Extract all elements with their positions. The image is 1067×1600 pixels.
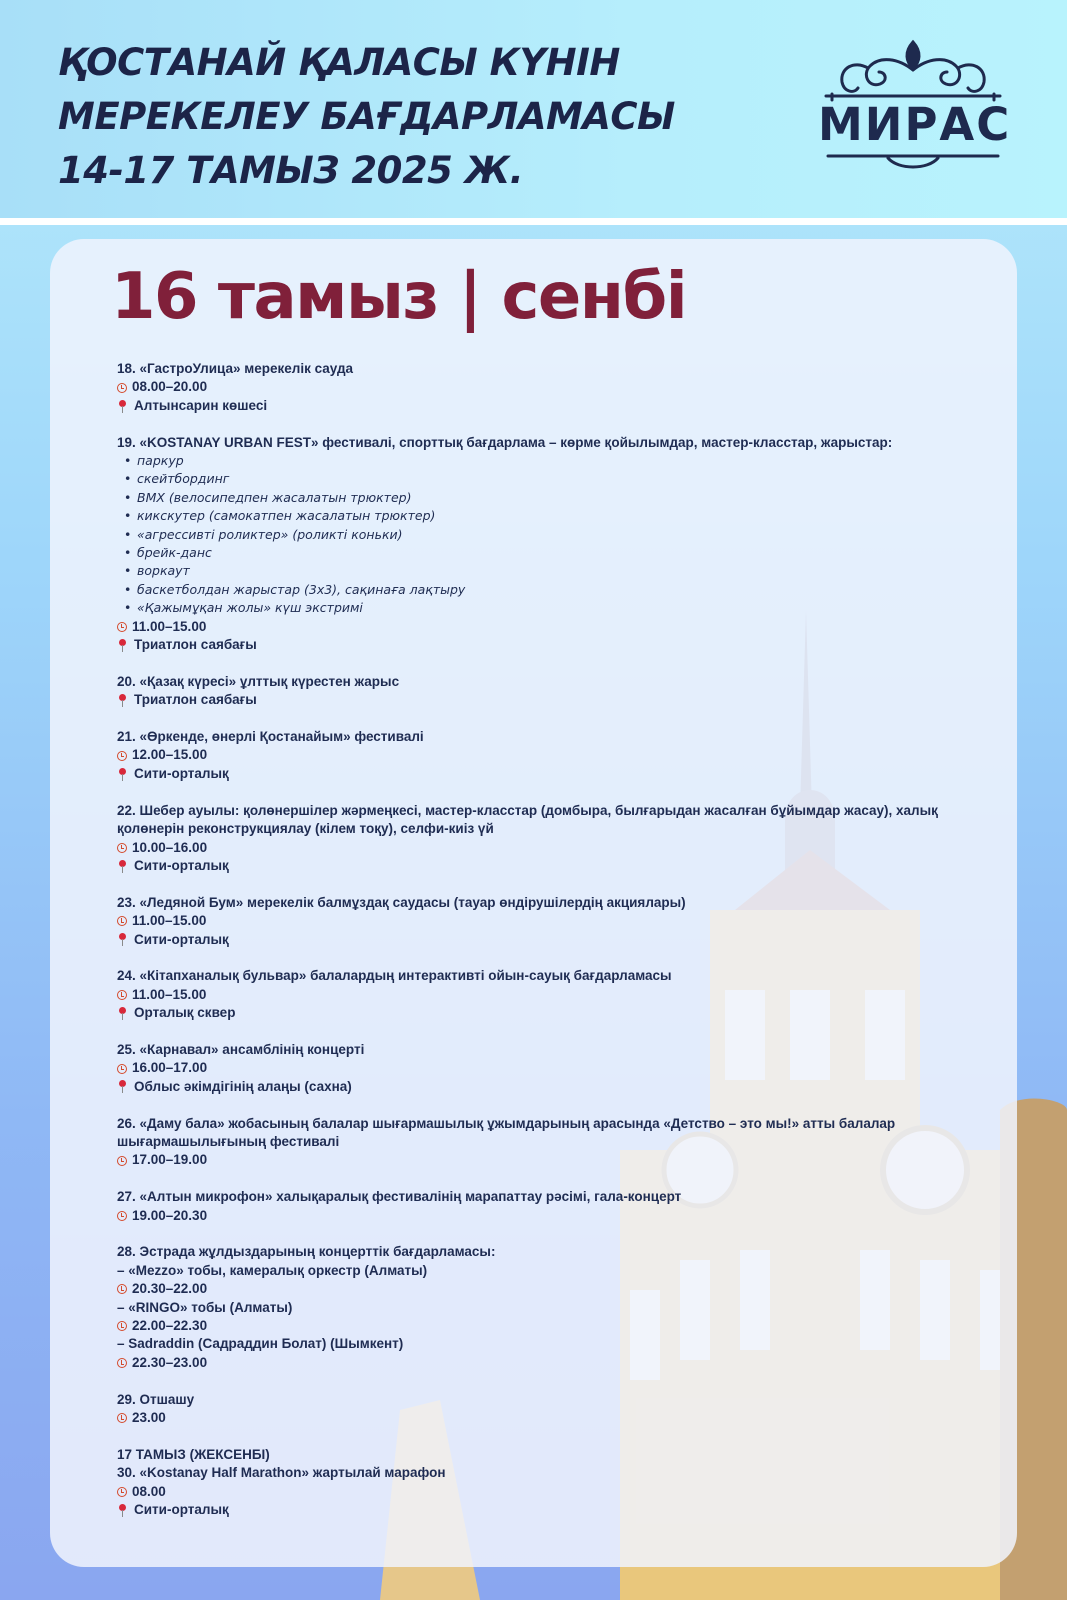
event-time: 22.00–22.30 (117, 1317, 947, 1335)
location-pin-icon (119, 694, 125, 707)
clock-icon (117, 1487, 127, 1497)
event-time: 17.00–19.00 (117, 1151, 947, 1169)
location-pin-icon (119, 400, 125, 413)
event-title: 21. «Өркенде, өнерлі Қостанайым» фестивалі (117, 729, 424, 745)
event-time: 11.00–15.00 (117, 618, 947, 636)
activity-list (117, 452, 947, 618)
event-time: 19.00–20.30 (117, 1207, 947, 1225)
day-title: 16 тамыз | сенбі (111, 260, 687, 334)
event-place: Орталық сквер (117, 1004, 947, 1022)
event-time: 10.00–16.00 (117, 839, 947, 857)
event-title: 20. «Қазақ күресі» ұлттық күрестен жарыс (117, 673, 400, 689)
event-title: 23. «Ледяной Бум» мерекелік балмұздақ саудасы (тауар өндірушілердің акциялары) (117, 894, 686, 910)
clock-icon (117, 1064, 127, 1074)
clock-icon (117, 622, 127, 632)
event-title: 29. Отшашу (117, 1391, 195, 1407)
clock-icon (117, 843, 127, 853)
clock-icon (117, 383, 127, 393)
event-title: 22. Шебер ауылы: қолөнершілер жәрмеңкесі, мастер-класстар (домбыра, былғарыдан жасалған бұйымдар жасау), халық қолөнерін реконструкциялау (кілем тоқу), селфи-киіз үй (117, 802, 938, 837)
miras-logo (818, 38, 1012, 174)
location-pin-icon (119, 768, 125, 781)
event-title: 24. «Кітапханалық бульвар» балалардың интерактивті ойын-сауық бағдарламасы (117, 968, 672, 984)
event-item (117, 360, 947, 415)
event-title: 26. «Даму бала» жобасының балалар шығармашылық ұжымдарының арасында «Детство – это мы!» атты балалар шығармашылығының фестивалі (117, 1115, 896, 1149)
logo-text: МИРАС (818, 98, 1012, 151)
event-item (117, 1243, 947, 1372)
list-item: • баскетболдан жарыстар (3х3), сақинаға лақтыру (137, 581, 947, 599)
location-pin-icon (119, 933, 125, 946)
clock-icon (117, 990, 127, 1000)
event-time: 23.00 (117, 1409, 947, 1427)
list-item: • воркаут (137, 562, 947, 580)
event-time: 11.00–15.00 (117, 986, 947, 1004)
event-list (117, 360, 947, 1538)
clock-icon (117, 1358, 127, 1368)
event-title: 30. «Kostanay Half Marathon» жартылай марафон (117, 1465, 446, 1481)
event-item (117, 1041, 947, 1096)
event-place: Триатлон саябағы (117, 636, 947, 654)
location-pin-icon (119, 860, 125, 873)
location-pin-icon (119, 1080, 125, 1093)
event-item (117, 1391, 947, 1428)
event-item (117, 434, 947, 655)
event-title: 28. Эстрада жұлдыздарының концерттік бағдарламасы: (117, 1244, 496, 1260)
event-place: Сити-орталық (117, 857, 947, 875)
clock-icon (117, 1211, 127, 1221)
event-item (117, 967, 947, 1022)
location-pin-icon (119, 1007, 125, 1020)
list-item: • скейтбординг (137, 470, 947, 488)
event-place: Сити-орталық (117, 931, 947, 949)
header-banner (0, 0, 1067, 218)
event-title: 25. «Карнавал» ансамблінің концерті (117, 1041, 365, 1057)
list-item: • «агрессивті роликтер» (роликті коньки) (137, 526, 947, 544)
list-item: • кикскутер (самокатпен жасалатын трюктер) (137, 507, 947, 525)
performer-name: – «RINGO» тобы (Алматы) (117, 1299, 293, 1315)
performer-name: – Sadraddin (Садраддин Болат) (Шымкент) (117, 1336, 404, 1352)
clock-icon (117, 1284, 127, 1294)
event-place: Триатлон саябағы (117, 691, 947, 709)
section-date: 17 ТАМЫЗ (ЖЕКСЕНБІ) (117, 1446, 270, 1462)
location-pin-icon (119, 1504, 125, 1517)
event-time: 22.30–23.00 (117, 1354, 947, 1372)
event-place: Сити-орталық (117, 765, 947, 783)
event-time: 11.00–15.00 (117, 912, 947, 930)
clock-icon (117, 1156, 127, 1166)
list-item: • брейк-данс (137, 544, 947, 562)
event-time: 20.30–22.00 (117, 1280, 947, 1298)
page-title (58, 36, 675, 198)
event-item (117, 673, 947, 710)
event-title: 27. «Алтын микрофон» халықаралық фестивалінің марапаттау рәсімі, гала-концерт (117, 1189, 682, 1205)
event-title: 19. «KOSTANAY URBAN FEST» фестивалі, спорттық бағдарлама – көрме қойылымдар, мастер-класстар, жарыстар: (117, 434, 893, 450)
title-line: 14-17 ТАМЫЗ 2025 Ж. (58, 149, 524, 192)
header-divider (0, 218, 1067, 225)
event-place: Сити-орталық (117, 1501, 947, 1519)
event-item (117, 1188, 947, 1225)
clock-icon (117, 916, 127, 926)
event-title: 18. «ГастроУлица» мерекелік сауда (117, 361, 354, 376)
clock-icon (117, 751, 127, 761)
event-item (117, 802, 947, 876)
event-place: Алтынсарин көшесі (117, 397, 947, 415)
event-time: 12.00–15.00 (117, 746, 947, 764)
title-line: ҚОСТАНАЙ ҚАЛАСЫ КҮНІН (58, 41, 620, 84)
event-item (117, 1115, 947, 1170)
event-item (117, 1446, 947, 1520)
event-time: 08.00–20.00 (117, 378, 947, 396)
title-line: МЕРЕКЕЛЕУ БАҒДАРЛАМАСЫ (58, 95, 675, 138)
event-time: 08.00 (117, 1483, 947, 1501)
location-pin-icon (119, 639, 125, 652)
event-item (117, 728, 947, 783)
event-item (117, 894, 947, 949)
list-item: • «Қажымұқан жолы» күш экстримі (137, 599, 947, 617)
list-item: • паркур (137, 452, 947, 470)
event-place: Облыс әкімдігінің алаңы (сахна) (117, 1078, 947, 1096)
list-item: • BMX (велосипедпен жасалатын трюктер) (137, 489, 947, 507)
clock-icon (117, 1413, 127, 1423)
clock-icon (117, 1321, 127, 1331)
performer-name: – «Mezzo» тобы, камералық оркестр (Алматы) (117, 1262, 428, 1278)
event-time: 16.00–17.00 (117, 1059, 947, 1077)
